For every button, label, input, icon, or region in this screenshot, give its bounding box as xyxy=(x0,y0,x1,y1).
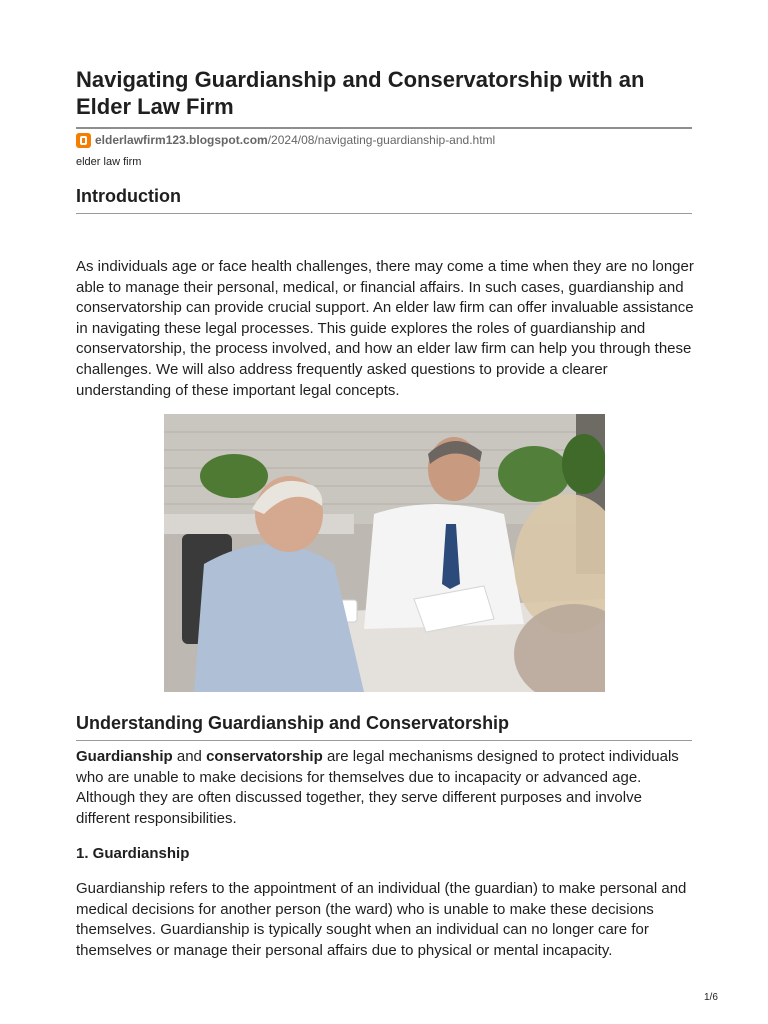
blogger-icon xyxy=(76,133,91,148)
intro-paragraph: As individuals age or face health challenges, there may come a time when they are no longer able to manage their personal, medical, or financial affairs. In such cases, guardianship and conservatorship can provide crucial support. An elder law firm can offer invaluable assistance in navigating these legal processes. This guide explores the roles of guardianship and conservatorship, the process involved, and how an elder law firm can help you through these challenges. We will also address frequently asked questions to provide a clearer understanding of these important legal concepts. xyxy=(76,258,694,399)
guardianship-paragraph: Guardianship refers to the appointment of an individual (the guardian) to make personal and medical decisions for another person (the ward) who is unable to make these decisions themselves. Guardianship is typically sought when an individual can no longer care for themselves or manage their personal affairs due to physical or mental incapacity. xyxy=(76,880,687,959)
consultation-photo xyxy=(164,414,605,692)
source-link[interactable] xyxy=(76,132,495,148)
intro-divider xyxy=(76,213,692,214)
understanding-heading: Understanding Guardianship and Conservatorship xyxy=(76,713,510,733)
source-path[interactable]: /2024/08/navigating-guardianship-and.html xyxy=(267,133,496,147)
title-divider xyxy=(76,127,692,129)
guardianship-term: Guardianship xyxy=(76,748,173,765)
tag-label: elder law firm xyxy=(76,156,142,168)
page-number: 1/6 xyxy=(704,992,718,1003)
guardianship-heading: 1. Guardianship xyxy=(76,845,190,862)
understanding-paragraph: Guardianship and conservatorship are legal mechanisms designed to protect individuals who are unable to make decisions for themselves due to incapacity or advanced age. Although they are often discussed together, they serve different purposes and involve different responsibilities. xyxy=(76,748,679,827)
office-meeting-image xyxy=(164,414,605,692)
conservatorship-term: conservatorship xyxy=(206,748,323,765)
page-title: Navigating Guardianship and Conservatorship with an Elder Law Firm xyxy=(76,67,645,119)
understanding-divider xyxy=(76,740,692,741)
intro-heading: Introduction xyxy=(76,186,181,206)
source-domain[interactable]: elderlawfirm123.blogspot.com xyxy=(95,133,268,147)
